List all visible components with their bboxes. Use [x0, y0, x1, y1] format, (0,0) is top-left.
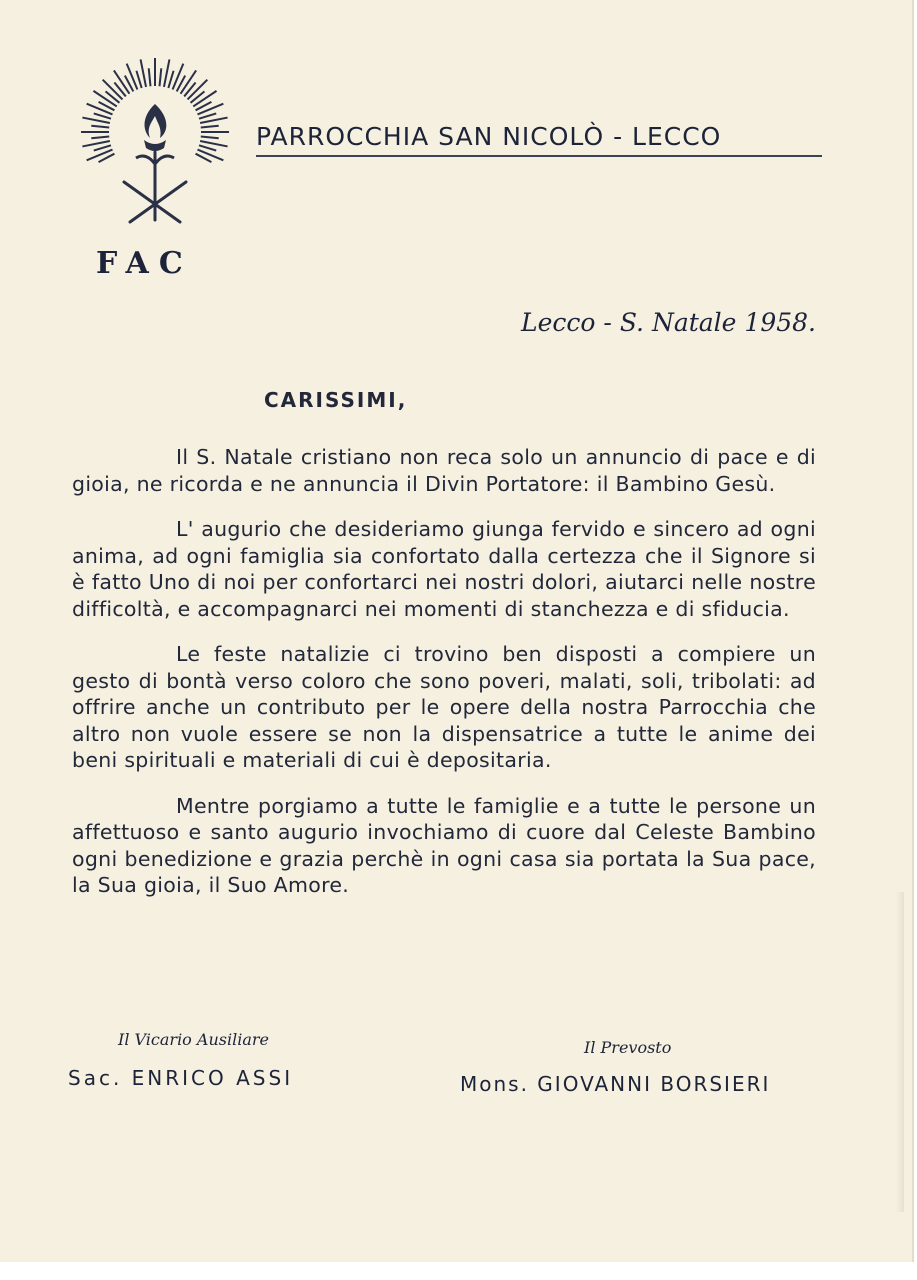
page-margin: [0, 1262, 917, 1280]
signature-role-right: Il Prevosto: [584, 1038, 672, 1057]
paragraph: Mentre porgiamo a tutte le famiglie e a tutte le persone un affettuoso e santo augurio invochiamo di cuore dal Celeste Bambino ogni benedizione e grazia perchè in ogni casa sia portata la Sua pace, la Sua gioia, il Suo Amore.: [72, 793, 816, 897]
signature-name-right: Mons. GIOVANNI BORSIERI: [460, 1072, 771, 1096]
org-initials: FAC: [96, 246, 193, 281]
greeting: CARISSIMI,: [264, 388, 408, 412]
date-line: Lecco - S. Natale 1958.: [521, 308, 816, 337]
sunburst-flame-cross-icon: [80, 52, 230, 227]
paper-shadow: [896, 892, 904, 1212]
signature-role-left: Il Vicario Ausiliare: [118, 1030, 269, 1049]
letter-body: [72, 444, 816, 918]
parish-heading: PARROCCHIA SAN NICOLÒ - LECCO: [256, 122, 822, 157]
paragraph: Le feste natalizie ci trovino ben disposti a compiere un gesto di bontà verso coloro che sono poveri, malati, soli, tribolati: ad offrire anche un contributo per le opere della nostra Parrocchia che altro non vuole essere se non la dispensatrice a tutte le anime dei beni spirituali e materiali di cui è depositaria.: [72, 642, 816, 772]
paragraph: Il S. Natale cristiano non reca solo un annuncio di pace e di gioia, ne ricorda e ne annuncia il Divin Portatore: il Bambino Gesù.: [72, 445, 816, 496]
paragraph: L' augurio che desideriamo giunga fervido e sincero ad ogni anima, ad ogni famiglia sia confortato dalla certezza che il Signore si è fatto Uno di noi per confortarci nei nostri dolori, aiutarci nelle nostre difficoltà, e accompagnarci nei momenti di stanchezza e di sfiducia.: [72, 517, 816, 621]
signature-name-left: Sac. ENRICO ASSI: [68, 1066, 294, 1090]
